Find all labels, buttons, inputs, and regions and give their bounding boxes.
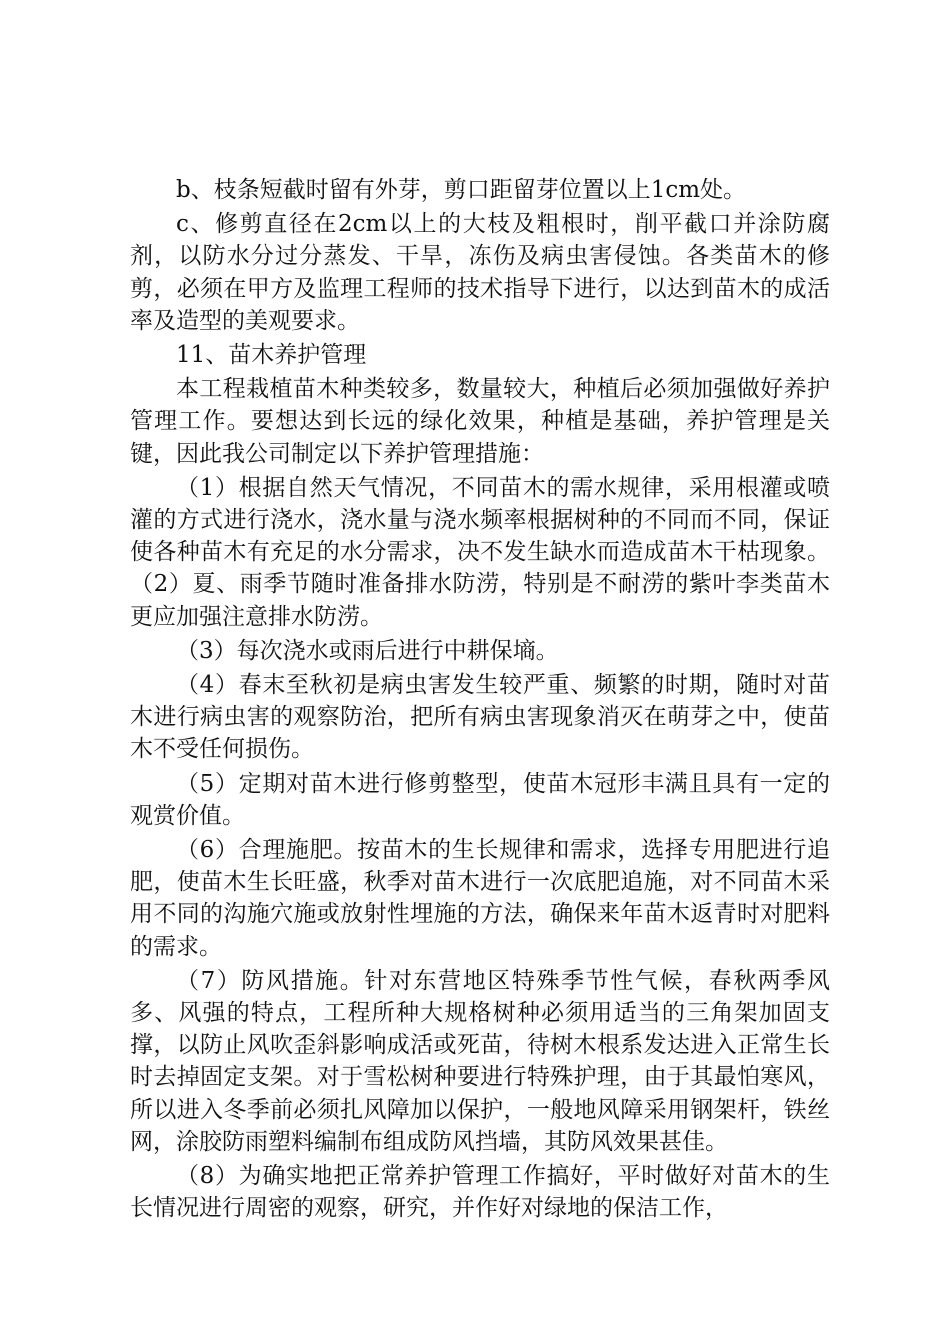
paragraph-item-8: （8）为确实地把正常养护管理工作搞好，平时做好对苗木的生长情况进行周密的观察，研究，并作好对绿地的保洁工作， xyxy=(130,1163,830,1222)
paragraph-item-7: （7）防风措施。针对东营地区特殊季节性气候，春秋两季风多、风强的特点，工程所种大规格树种必须用适当的三角架加固支撑，以防止风吹歪斜影响成活或死苗，待树木根系发达进入正常生长时去掉固定支架。对于雪松树种要进行特殊护理，由于其最怕寒风，所以进入冬季前必须扎风障加以保护，一般地风障采用钢架杆，铁丝网，涂胶防雨塑料编制布组成防风挡墙，其防风效果甚佳。 xyxy=(130,967,830,1155)
paragraph-item-1-2: （1）根据自然天气情况，不同苗木的需水规律，采用根灌或喷灌的方式进行浇水，浇水量与浇水频率根据树种的不同而不同，保证使各种苗木有充足的水分需求，决不发生缺水而造成苗木干枯现象。（2）夏、雨季节随时准备排水防涝，特别是不耐涝的紫叶李类苗木更应加强注意排水防涝。 xyxy=(130,474,830,630)
paragraph-item-5: （5）定期对苗木进行修剪整型，使苗木冠形丰满且具有一定的观赏价值。 xyxy=(130,770,830,829)
paragraph-item-6: （6）合理施肥。按苗木的生长规律和需求，选择专用肥进行追肥，使苗木生长旺盛，秋季对苗木进行一次底肥追施，对不同苗木采用不同的沟施穴施或放射性埋施的方法，确保来年苗木返青时对肥料的需求。 xyxy=(130,837,830,960)
paragraph-item-3: （3）每次浇水或雨后进行中耕保墒。 xyxy=(176,637,559,664)
section-heading-11: 11、苗木养护管理 xyxy=(176,342,367,369)
paragraph-intro: 本工程栽植苗木种类较多，数量较大，种植后必须加强做好养护管理工作。要想达到长远的绿化效果，种植是基础，养护管理是关键，因此我公司制定以下养护管理措施： xyxy=(130,376,830,467)
document-body xyxy=(130,174,830,1227)
paragraph-pruning-c: c、修剪直径在2cm以上的大枝及粗根时，削平截口并涂防腐剂，以防水分过分蒸发、干旱，冻伤及病虫害侵蚀。各类苗木的修剪，必须在甲方及监理工程师的技术指导下进行，以达到苗木的成活率及造型的美观要求。 xyxy=(130,211,830,334)
paragraph-pruning-b: b、枝条短截时留有外芽，剪口距留芽位置以上1cm处。 xyxy=(176,177,747,203)
paragraph-item-4: （4）春末至秋初是病虫害发生较严重、频繁的时期，随时对苗木进行病虫害的观察防治，把所有病虫害现象消灭在萌芽之中，使苗木不受任何损伤。 xyxy=(130,672,830,763)
